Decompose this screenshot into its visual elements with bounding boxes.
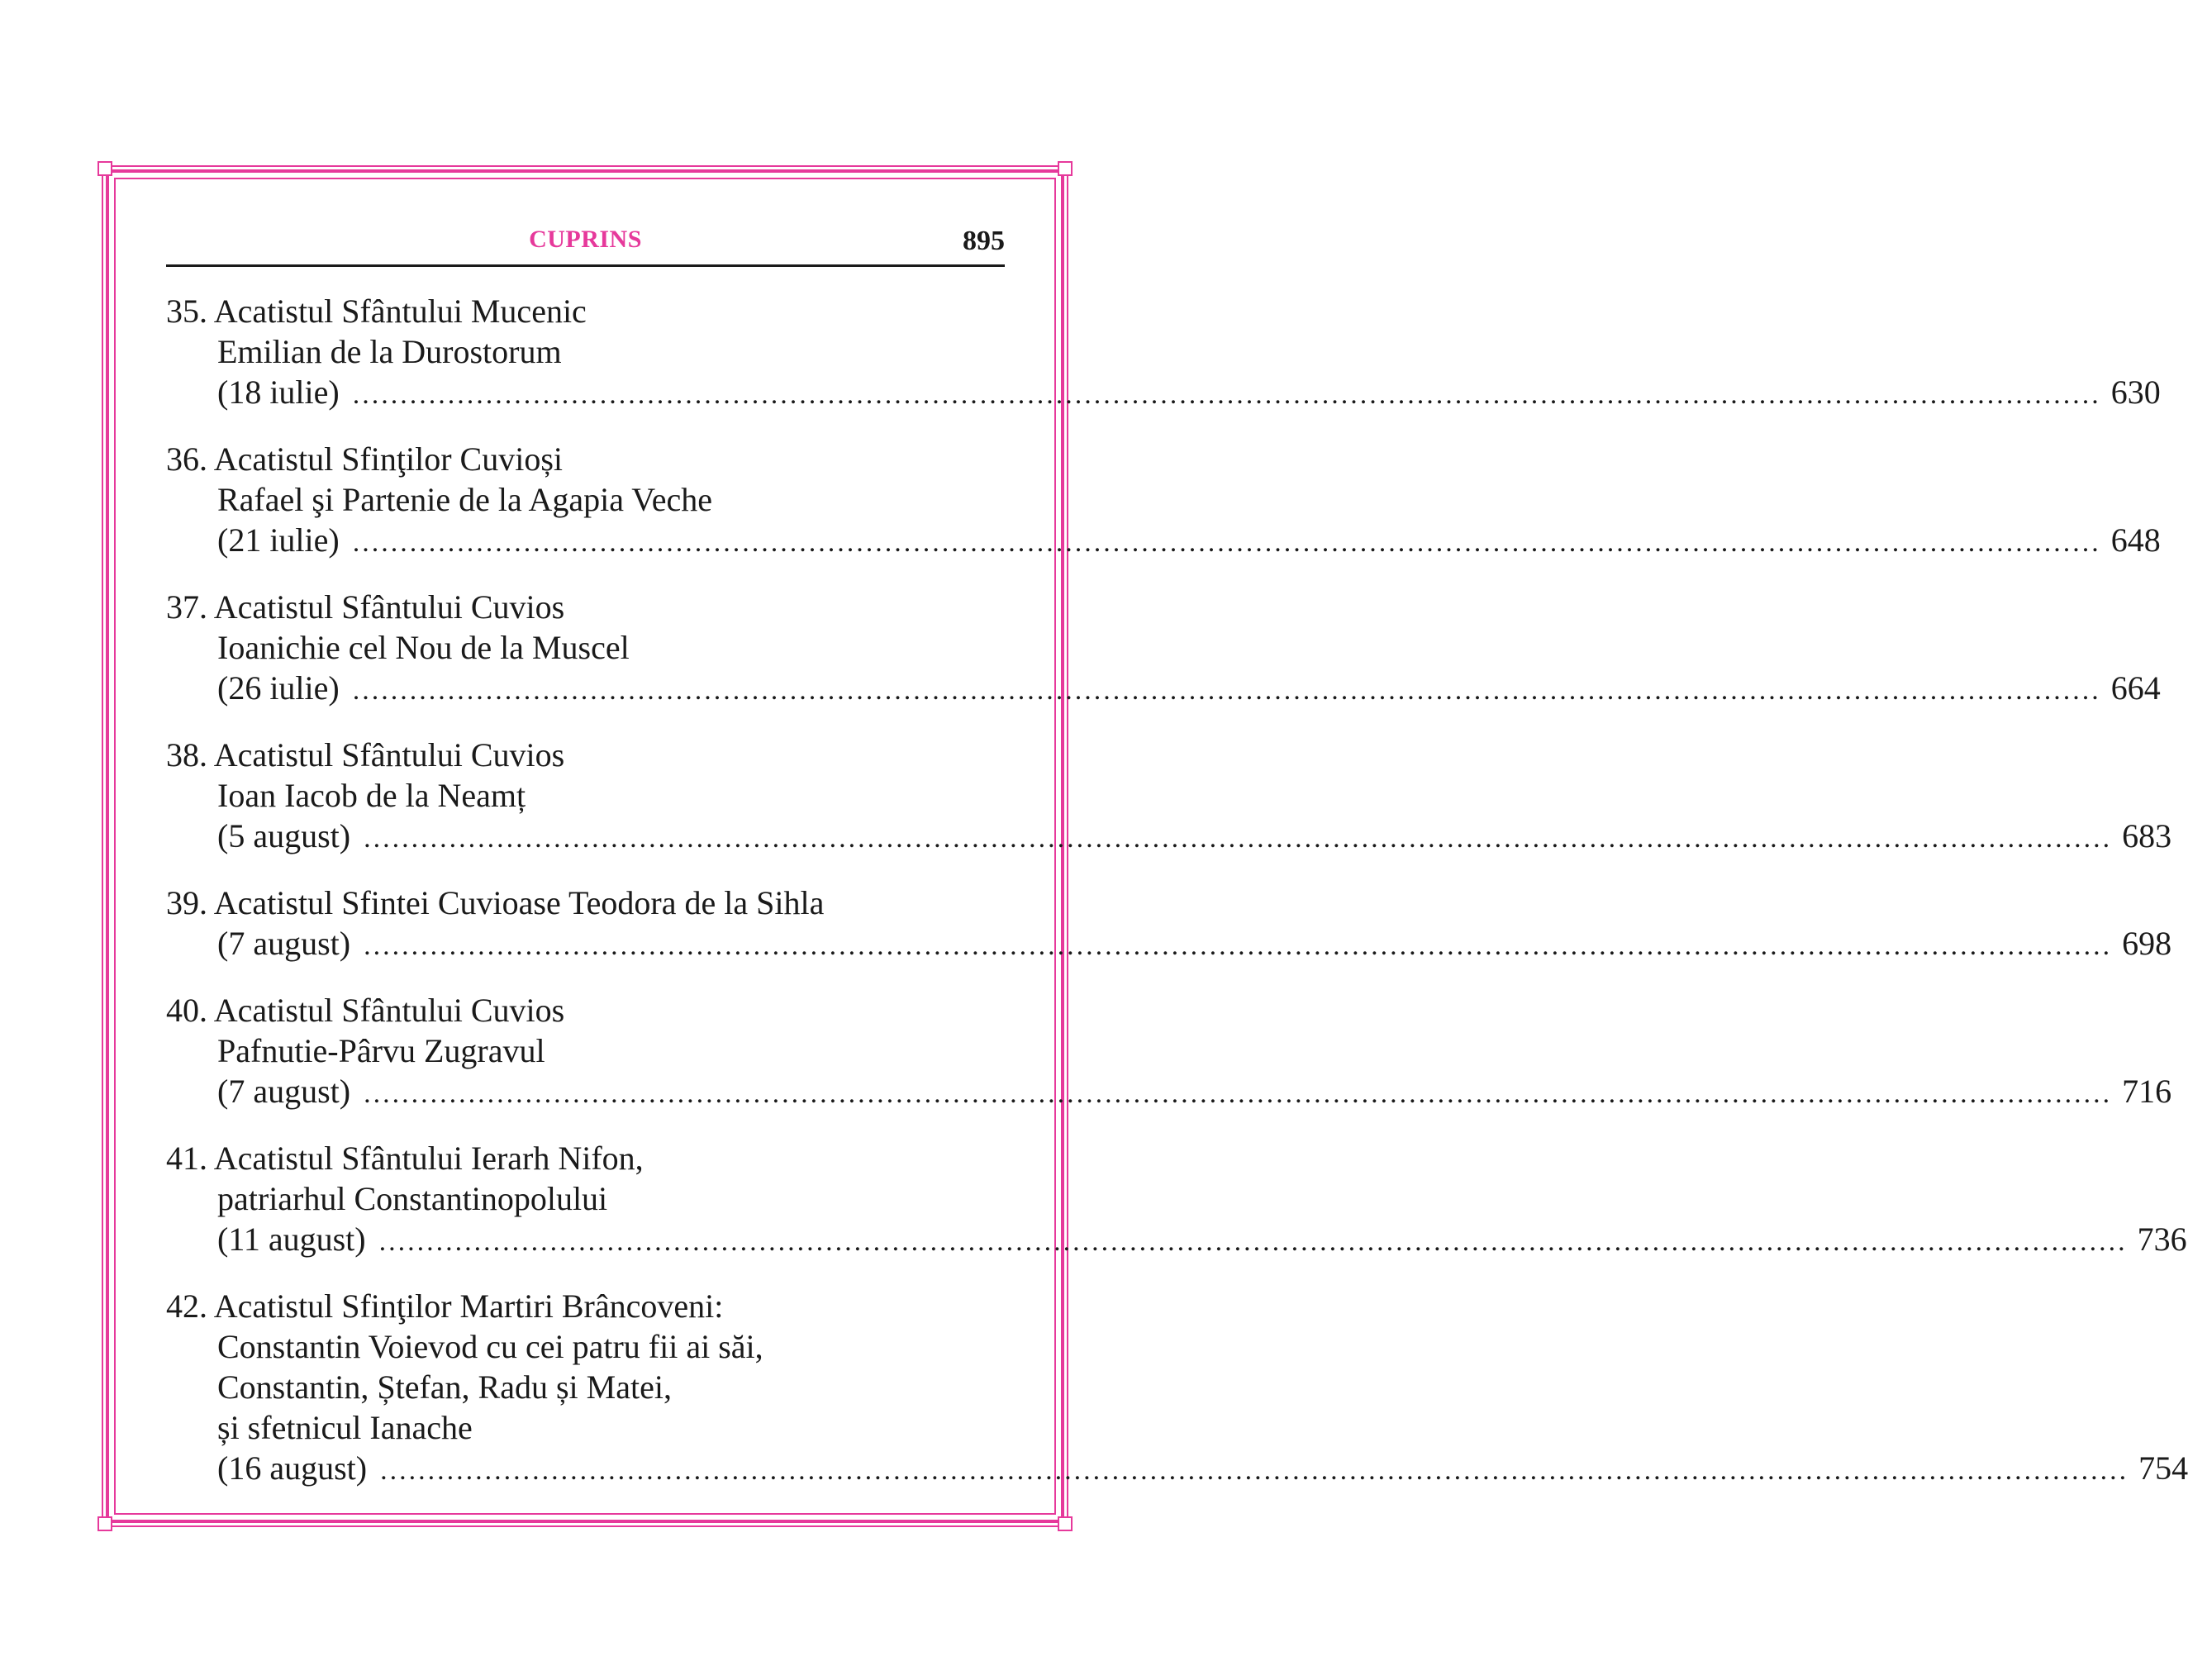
dot-leader: ........................................................................................................................................................................................ (352, 379, 2101, 410)
page-number: 895 (963, 226, 1005, 256)
toc-entry-title: 41. Acatistul Sfântului Ierarh Nifon, (166, 1140, 644, 1177)
toc-entry-page: 683 (2122, 817, 2172, 854)
toc-entry-title: 37. Acatistul Sfântului Cuvios (166, 588, 565, 626)
dot-leader: ........................................................................................................................................................................................ (380, 1455, 2129, 1486)
toc-entry-title: 40. Acatistul Sfântului Cuvios (166, 992, 565, 1029)
toc-entry[interactable] (166, 883, 2172, 966)
toc-entry-subtitle: Emilian de la Durostorum (217, 333, 562, 370)
toc-entry-date: (26 iulie) (217, 669, 340, 707)
toc-entry-date: (18 iulie) (217, 374, 340, 411)
toc-entry-date-line (166, 1071, 2172, 1114)
corner-ornament (98, 161, 112, 176)
toc-entry-title: 42. Acatistul Sfinţilor Martiri Brâncoveni: (166, 1287, 724, 1325)
toc-entry[interactable] (166, 1138, 2187, 1262)
toc-entry-date-line (166, 520, 2161, 563)
corner-ornament (1058, 1516, 1073, 1531)
toc-entry[interactable] (166, 735, 2172, 859)
toc-entry-date-line (166, 923, 2172, 966)
toc-entry-title: 36. Acatistul Sfinţilor Cuvioși (166, 440, 564, 478)
dot-leader: ........................................................................................................................................................................................ (364, 930, 2113, 961)
toc-entry-page: 754 (2138, 1449, 2188, 1487)
header-title: CUPRINS (529, 226, 642, 253)
corner-ornament (1058, 161, 1073, 176)
toc-entry[interactable] (166, 439, 2161, 563)
toc-entry-subtitle: Ioanichie cel Nou de la Muscel (217, 629, 630, 666)
toc-entry-page: 630 (2110, 374, 2161, 411)
toc-entry[interactable] (166, 587, 2161, 711)
dot-leader: ........................................................................................................................................................................................ (364, 823, 2113, 854)
toc-entry-date-line (166, 1219, 2187, 1262)
toc-entry-subtitle: patriarhul Constantinopolului (217, 1180, 608, 1217)
toc-entry[interactable] (166, 291, 2161, 415)
toc-entry-subtitle: și sfetnicul Ianache (217, 1409, 473, 1446)
toc-entry-date: (16 august) (217, 1449, 368, 1487)
toc-entry-title: 39. Acatistul Sfintei Cuvioase Teodora de la Sihla (166, 884, 825, 921)
toc-entry-date: (21 iulie) (217, 521, 340, 559)
toc-entry-date: (5 august) (217, 817, 351, 854)
dot-leader: ........................................................................................................................................................................................ (378, 1226, 2128, 1257)
toc-entry-page: 648 (2110, 521, 2161, 559)
toc-entry-title: 35. Acatistul Sfântului Mucenic (166, 293, 587, 330)
toc-entry-date: (11 august) (217, 1221, 366, 1258)
toc-entry-subtitle: Rafael şi Partenie de la Agapia Veche (217, 481, 713, 518)
toc-entry-date: (7 august) (217, 1073, 351, 1110)
toc-entry-page: 736 (2137, 1221, 2187, 1258)
toc-entry-date-line (166, 1448, 2188, 1491)
toc-entry-subtitle: Pafnutie-Pârvu Zugravul (217, 1032, 545, 1069)
toc-entry-date-line (166, 668, 2161, 711)
toc-entry-page: 698 (2122, 925, 2172, 962)
toc-entry-date: (7 august) (217, 925, 351, 962)
dot-leader: ........................................................................................................................................................................................ (352, 527, 2101, 558)
toc-entry-title: 38. Acatistul Sfântului Cuvios (166, 736, 565, 773)
toc-entry-date-line (166, 372, 2161, 415)
toc-entry-page: 716 (2122, 1073, 2172, 1110)
dot-leader: ........................................................................................................................................................................................ (352, 675, 2101, 706)
toc-entry[interactable] (166, 990, 2172, 1114)
toc-entry-page: 664 (2110, 669, 2161, 707)
dot-leader: ........................................................................................................................................................................................ (364, 1078, 2113, 1109)
running-header (166, 219, 1005, 267)
toc-entry-date-line (166, 816, 2172, 859)
toc-entry-subtitle: Constantin Voievod cu cei patru fii ai săi, (217, 1328, 763, 1365)
corner-ornament (98, 1516, 112, 1531)
toc-entry[interactable] (166, 1286, 2188, 1491)
table-of-contents (166, 291, 2188, 1515)
toc-entry-subtitle: Ioan Iacob de la Neamț (217, 777, 526, 814)
toc-entry-subtitle: Constantin, Ștefan, Radu și Matei, (217, 1368, 672, 1406)
